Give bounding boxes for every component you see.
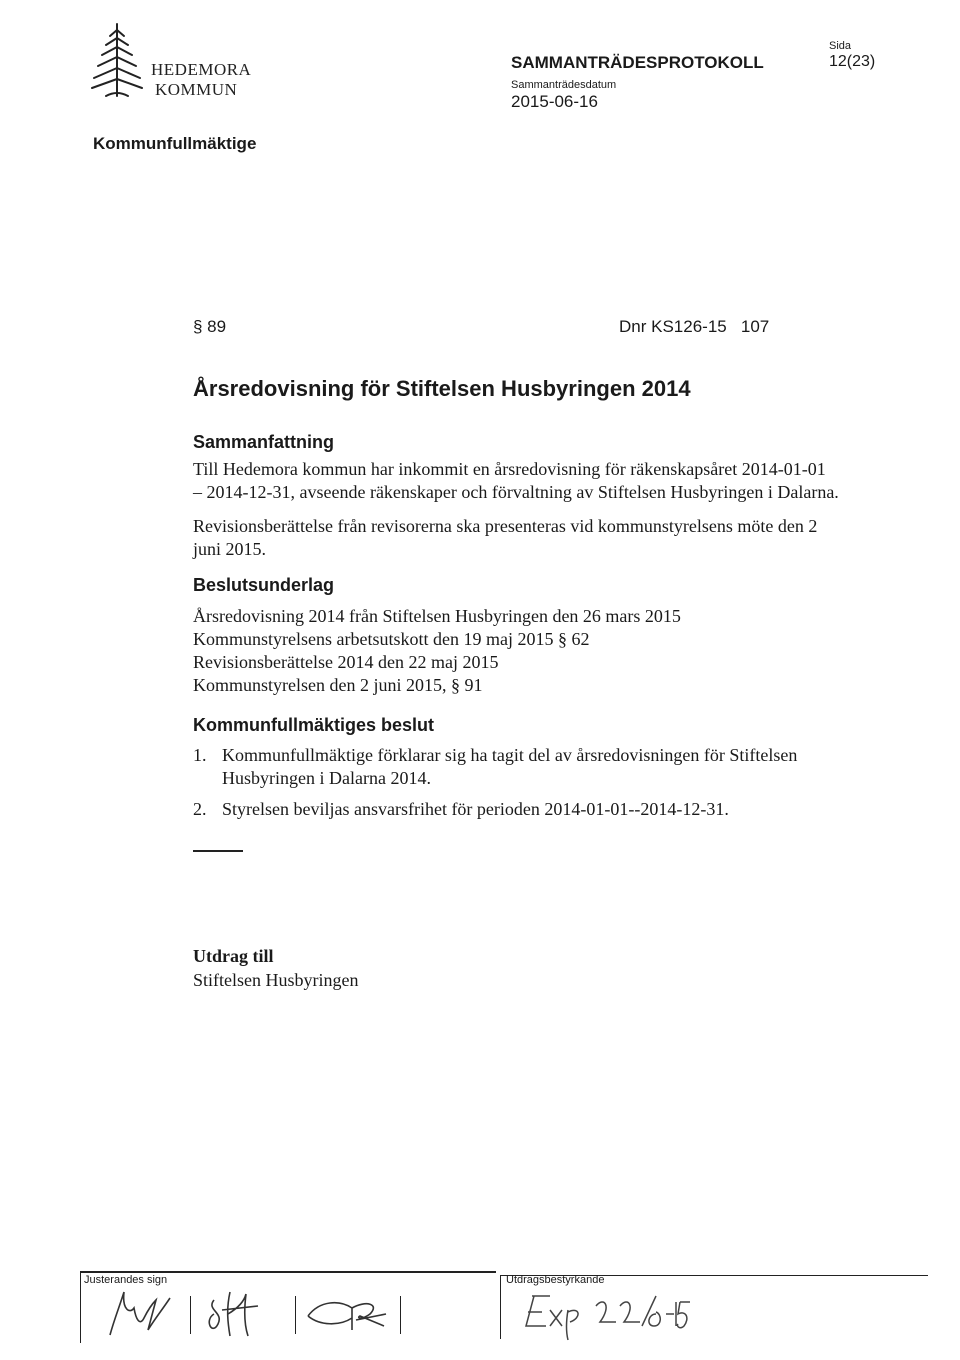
sign-box-border	[80, 1271, 81, 1343]
basis-list	[193, 605, 681, 697]
signature-initials-2	[200, 1280, 280, 1344]
page-label: Sida	[829, 40, 852, 52]
summary-line: Till Hedemora kommun har inkommit en årsredovisning för räkenskapsåret 2014-01-01	[193, 459, 826, 479]
org-name-line2: KOMMUN	[155, 80, 238, 99]
decision-number: 1.	[193, 745, 207, 765]
summary-line: – 2014-12-31, avseende räkenskaper och förvaltning av Stiftelsen Husbyringen i Dalarna.	[193, 482, 839, 502]
basis-item: Kommunstyrelsen den 2 juni 2015, § 91	[193, 675, 483, 695]
org-name-line1: HEDEMORA	[151, 60, 252, 79]
diary-number: Dnr KS126-15 107	[619, 317, 770, 336]
summary-text	[193, 458, 839, 504]
decision-text: Styrelsen beviljas ansvarsfrihet för perioden 2014-01-01--2014-12-31.	[222, 799, 729, 819]
paragraph-number: § 89	[193, 317, 227, 336]
page-title: Årsredovisning för Stiftelsen Husbyringen 2014	[193, 376, 691, 401]
body-name: Kommunfullmäktige	[93, 134, 257, 153]
page-value: 12(23)	[829, 53, 876, 70]
signature-initials-1	[100, 1280, 180, 1344]
cert-handwriting	[520, 1282, 690, 1342]
basis-item: Årsredovisning 2014 från Stiftelsen Husbyringen den 26 mars 2015	[193, 606, 681, 626]
distribution-heading: Utdrag till	[193, 946, 274, 966]
decision-text: Kommunfullmäktige förklarar sig ha tagit del av årsredovisningen för Stiftelsen	[222, 745, 798, 765]
summary-line: Revisionsberättelse från revisorerna ska presenteras vid kommunstyrelsens möte den 2	[193, 516, 818, 536]
decision-heading: Kommunfullmäktiges beslut	[193, 715, 435, 735]
cert-box-border	[500, 1275, 501, 1339]
sign-box-divider	[190, 1296, 191, 1334]
basis-item: Kommunstyrelsens arbetsutskott den 19 maj 2015 § 62	[193, 629, 590, 649]
cert-label: Utdragsbestyrkande	[506, 1274, 605, 1286]
document-type: SAMMANTRÄDESPROTOKOLL	[511, 53, 764, 72]
distribution-recipient: Stiftelsen Husbyringen	[193, 970, 359, 990]
summary-line: juni 2015.	[193, 539, 267, 559]
summary-text-2	[193, 515, 817, 561]
date-value: 2015-06-16	[511, 92, 598, 111]
basis-heading: Beslutsunderlag	[193, 575, 335, 595]
decision-item-2	[193, 798, 729, 821]
logo-tree-icon	[86, 22, 148, 100]
decision-text: Husbyringen i Dalarna 2014.	[222, 768, 431, 788]
sign-box-divider	[400, 1296, 401, 1334]
decision-number: 2.	[193, 799, 207, 819]
basis-item: Revisionsberättelse 2014 den 22 maj 2015	[193, 652, 499, 672]
sign-label: Justerandes sign	[84, 1274, 168, 1286]
logo-text	[151, 60, 251, 100]
summary-heading: Sammanfattning	[193, 432, 335, 452]
decision-item-1	[193, 744, 797, 790]
divider	[193, 850, 243, 852]
footer-rule-left	[80, 1271, 496, 1273]
date-label: Sammanträdesdatum	[511, 79, 617, 91]
sign-box-divider	[295, 1296, 296, 1334]
signature-initials-3	[300, 1280, 396, 1344]
